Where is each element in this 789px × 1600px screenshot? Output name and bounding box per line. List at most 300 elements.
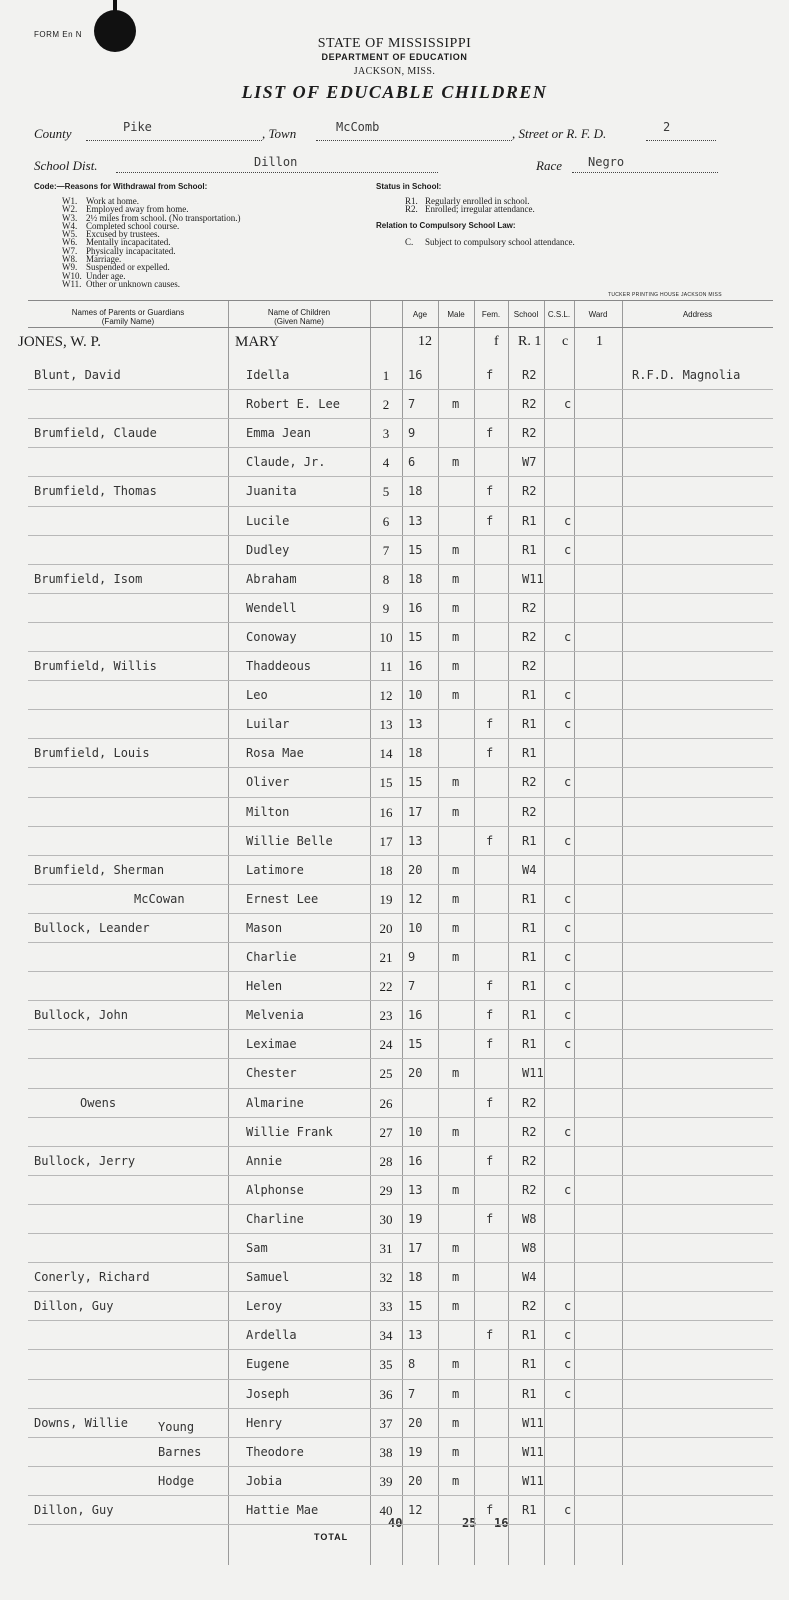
age-value: 17 [408, 1241, 423, 1255]
parent-name: Barnes [158, 1444, 202, 1459]
street-value: 2 [663, 120, 671, 134]
page-title: LIST OF EDUCABLE CHILDREN [241, 82, 548, 102]
parent-name: Brumfield, Claude [34, 426, 157, 441]
withdrawal-code-item [62, 280, 240, 288]
row-rule [28, 506, 773, 507]
parent-name: Owens [80, 1095, 117, 1110]
age-value: 9 [408, 950, 416, 964]
row-number: 4 [382, 455, 390, 471]
age-value: 16 [408, 659, 423, 673]
child-name: Annie [246, 1153, 283, 1168]
school-status: W11 [522, 571, 544, 586]
child-name: Charline [246, 1211, 304, 1226]
row-rule [28, 1204, 773, 1205]
column-rule [402, 300, 403, 1565]
school-status: R1 [522, 1386, 537, 1401]
male-mark: m [452, 397, 460, 412]
school-status: R1 [522, 979, 537, 994]
age-value: 12 [408, 891, 423, 906]
male-mark: m [452, 455, 460, 470]
csl-mark: c [564, 1386, 572, 1401]
withdrawal-code: W2. [62, 204, 78, 215]
row-rule [28, 1058, 773, 1059]
status-codes-list [405, 197, 535, 214]
age-value: 18 [408, 746, 423, 761]
age-value: 13 [408, 833, 423, 848]
child-name: Oliver [246, 775, 290, 790]
csl-mark: c [564, 717, 572, 732]
child-name: Claude, Jr. [246, 455, 326, 470]
age-value: 20 [408, 1415, 423, 1430]
child-name: Joseph [246, 1386, 290, 1401]
child-name: Willie Belle [246, 833, 333, 848]
row-rule [28, 1029, 773, 1030]
age-value: 13 [408, 1328, 423, 1343]
race-label: Race [536, 158, 562, 173]
fem-mark: f [486, 513, 494, 528]
age-value: 20 [408, 1473, 423, 1488]
parent-note-young: Young [158, 1420, 195, 1434]
withdrawal-text: Employed away from home. [86, 204, 189, 215]
withdrawal-text: 2½ miles from school. (No transportation.) [86, 212, 241, 223]
school-status: W4 [522, 862, 537, 877]
row-rule [28, 418, 773, 419]
age-value: 18 [408, 1270, 423, 1285]
row-rule [28, 1437, 773, 1438]
fem-mark: f [486, 746, 494, 761]
status-code: R2. [405, 204, 418, 215]
parent-name: Hodge [158, 1473, 195, 1488]
row-number: 11 [379, 659, 393, 674]
age-value: 10 [408, 920, 423, 935]
col-header-children-label: Name of Children [267, 308, 331, 317]
row-rule [28, 738, 773, 739]
school-status: R2 [522, 804, 537, 819]
school-status: W7 [522, 455, 537, 470]
male-mark: m [452, 1241, 460, 1255]
csl-mark: c [564, 979, 572, 994]
age-value: 17 [408, 804, 423, 819]
row-rule [28, 1408, 773, 1409]
row-number: 38 [379, 1444, 393, 1460]
row-number: 13 [379, 717, 393, 733]
col-header-children [228, 308, 370, 326]
withdrawal-text: Other or unknown causes. [86, 278, 180, 289]
age-value: 7 [408, 979, 416, 994]
county-value: Pike [123, 120, 152, 134]
child-name: Almarine [246, 1095, 304, 1110]
child-name: Ardella [246, 1328, 297, 1343]
row-number: 31 [379, 1241, 393, 1256]
row-rule [28, 797, 773, 798]
row-rule [28, 1495, 773, 1496]
withdrawal-codes-list [62, 197, 240, 288]
csl-mark: c [564, 629, 572, 644]
age-value: 15 [408, 542, 423, 557]
col-header-school: School [513, 310, 539, 319]
row-number: 37 [379, 1415, 393, 1431]
male-mark: m [452, 629, 460, 644]
child-name: Luilar [246, 717, 290, 732]
csl-mark: c [564, 1502, 572, 1517]
child-name: Theodore [246, 1444, 304, 1459]
parent-name: Bullock, Leander [34, 920, 150, 935]
school-status: R1 [522, 833, 537, 848]
row-rule [28, 767, 773, 768]
age-value: 15 [408, 1299, 423, 1314]
child-name: Wendell [246, 600, 297, 615]
row-number: 29 [379, 1182, 393, 1198]
example-parent: JONES, W. P. [18, 334, 101, 350]
age-value: 12 [408, 1502, 423, 1517]
row-number: 16 [379, 804, 393, 820]
row-number: 5 [382, 484, 390, 500]
row-number: 14 [379, 746, 393, 762]
col-header-fem: Fem. [481, 310, 501, 319]
school-status: R1 [522, 920, 537, 935]
school-dist-label: School Dist. [34, 158, 98, 173]
age-value: 15 [408, 775, 423, 790]
age-value: 7 [408, 397, 416, 412]
withdrawal-code: W4. [62, 220, 78, 231]
school-status: R2 [522, 1182, 537, 1197]
child-name: Ernest Lee [246, 891, 319, 906]
school-status: W11 [522, 1444, 544, 1459]
child-name: Leo [246, 688, 268, 703]
age-value: 16 [408, 1008, 423, 1023]
col-header-male: Male [447, 310, 465, 319]
age-value: 13 [408, 717, 423, 732]
age-value: 19 [408, 1211, 423, 1226]
row-rule [28, 389, 773, 390]
csl-mark: c [564, 920, 572, 935]
total-label: TOTAL [314, 1532, 349, 1542]
fem-mark: f [486, 1328, 494, 1343]
male-mark: m [452, 920, 460, 935]
school-status: W11 [522, 1473, 544, 1488]
age-value: 16 [408, 600, 423, 615]
male-mark: m [452, 1299, 460, 1314]
withdrawal-code: W5. [62, 229, 78, 240]
row-rule [28, 1524, 773, 1525]
child-name: Latimore [246, 862, 304, 877]
child-name: Chester [246, 1066, 297, 1081]
header-rule [28, 327, 773, 328]
fem-mark: f [486, 1008, 494, 1023]
fem-mark: f [486, 368, 494, 382]
school-status: R1 [522, 1328, 537, 1343]
school-status: R2 [522, 484, 537, 499]
status-code-item [405, 205, 535, 213]
header-rule [28, 300, 773, 301]
age-value: 6 [408, 455, 416, 470]
child-name: Juanita [246, 484, 297, 499]
row-rule [28, 942, 773, 943]
school-status: W8 [522, 1211, 537, 1226]
male-mark: m [452, 1357, 460, 1372]
child-name: Emma Jean [246, 426, 312, 441]
row-rule [28, 651, 773, 652]
withdrawal-text: Marriage. [86, 254, 122, 265]
printer-imprint: TUCKER PRINTING HOUSE JACKSON MISS [608, 292, 722, 298]
parent-name: Brumfield, Sherman [34, 862, 165, 877]
row-rule [28, 1146, 773, 1147]
parent-name: Bullock, John [34, 1008, 128, 1023]
fem-mark: f [486, 426, 494, 441]
row-rule [28, 855, 773, 856]
row-rule [28, 564, 773, 565]
row-number: 39 [379, 1473, 393, 1489]
school-status: R1 [522, 1008, 537, 1023]
fem-mark: f [486, 484, 494, 499]
parent-name: Brumfield, Louis [34, 746, 150, 761]
child-name: Jobia [246, 1473, 283, 1488]
status-text: Enrolled; irregular attendance. [425, 204, 535, 215]
row-rule [28, 535, 773, 536]
child-name: Sam [246, 1241, 268, 1255]
state-heading: STATE OF MISSISSIPPI [317, 36, 472, 51]
child-name: Helen [246, 979, 283, 994]
row-rule [28, 1379, 773, 1380]
row-number: 17 [379, 833, 393, 849]
age-value: 15 [408, 1037, 423, 1052]
form-number: FORM En N [34, 30, 83, 39]
example-csl: c [562, 334, 569, 349]
child-name: Abraham [246, 571, 297, 586]
county-line [86, 126, 262, 141]
row-number: 33 [379, 1299, 393, 1315]
parent-name: Conerly, Richard [34, 1270, 150, 1285]
child-name: Eugene [246, 1357, 290, 1372]
school-status: R2 [522, 1153, 537, 1168]
example-child: MARY [235, 334, 280, 350]
school-status: W11 [522, 1415, 544, 1430]
age-value: 16 [408, 1153, 423, 1168]
csl-mark: c [564, 891, 572, 906]
male-mark: m [452, 659, 460, 673]
school-status: R2 [522, 368, 537, 382]
col-header-parents [28, 308, 228, 326]
parent-name: Bullock, Jerry [34, 1153, 136, 1168]
school-status: R1 [522, 950, 537, 964]
school-status: R1 [522, 513, 537, 528]
row-number: 15 [379, 775, 393, 791]
law-text: Subject to compulsory school attendance. [425, 237, 575, 247]
csl-mark: c [564, 1182, 572, 1197]
row-number: 3 [382, 426, 390, 442]
school-status: R2 [522, 600, 537, 615]
row-number: 36 [379, 1386, 393, 1402]
example-ward: 1 [596, 334, 603, 349]
withdrawal-text: Work at home. [86, 196, 140, 206]
row-number: 24 [379, 1037, 393, 1053]
parent-name: Brumfield, Willis [34, 659, 157, 673]
male-mark: m [452, 775, 460, 790]
age-value: 18 [408, 571, 423, 586]
row-number: 25 [379, 1066, 393, 1082]
row-rule [28, 1320, 773, 1321]
child-name: Thaddeous [246, 659, 312, 673]
child-name: Henry [246, 1415, 283, 1430]
withdrawal-text: Suspended or expelled. [86, 262, 170, 273]
county-label: County [34, 126, 72, 141]
male-mark: m [452, 1473, 460, 1488]
male-mark: m [452, 1182, 460, 1197]
col-header-age: Age [412, 310, 428, 319]
withdrawal-code: W11. [62, 278, 82, 289]
fem-mark: f [486, 1211, 494, 1226]
status-text: Regularly enrolled in school. [425, 196, 530, 206]
school-status: R1 [522, 688, 537, 703]
col-header-address: Address [682, 310, 713, 319]
row-number: 9 [382, 600, 390, 616]
school-status: R1 [522, 1037, 537, 1052]
example-fem: f [494, 334, 499, 349]
row-number: 23 [379, 1008, 393, 1024]
age-value: 15 [408, 629, 423, 644]
fem-mark: f [486, 979, 494, 994]
child-name: Lucile [246, 513, 290, 528]
school-status: R1 [522, 891, 537, 906]
withdrawal-text: Under age. [86, 270, 126, 281]
school-status: R2 [522, 397, 537, 412]
fem-mark: f [486, 1502, 494, 1517]
male-mark: m [452, 688, 460, 703]
male-mark: m [452, 804, 460, 819]
column-rule [370, 300, 371, 1565]
child-name: Samuel [246, 1270, 290, 1285]
row-rule [28, 1466, 773, 1467]
csl-mark: c [564, 513, 572, 528]
row-rule [28, 1117, 773, 1118]
row-number: 26 [379, 1095, 393, 1111]
row-number: 10 [379, 629, 393, 645]
row-rule [28, 476, 773, 477]
fem-mark: f [486, 1037, 494, 1052]
child-name: Alphonse [246, 1182, 304, 1197]
col-header-ward: Ward [588, 310, 608, 319]
column-rule [438, 300, 439, 1565]
csl-mark: c [564, 397, 572, 412]
child-name: Dudley [246, 542, 290, 557]
fem-mark: f [486, 1095, 494, 1110]
row-rule [28, 1233, 773, 1234]
children-table [18, 300, 773, 1565]
csl-mark: c [564, 1037, 572, 1052]
parent-name: Downs, Willie [34, 1415, 128, 1430]
row-number: 35 [379, 1357, 393, 1373]
age-value: 20 [408, 1066, 423, 1081]
law-code: C. [405, 237, 414, 247]
department-heading: DEPARTMENT OF EDUCATION [321, 52, 468, 62]
male-mark: m [452, 571, 460, 586]
row-number: 32 [379, 1270, 393, 1286]
row-rule [28, 1088, 773, 1089]
csl-mark: c [564, 1124, 572, 1139]
male-mark: m [452, 542, 460, 557]
parent-name: Brumfield, Isom [34, 571, 143, 586]
withdrawal-codes-title: Code:—Reasons for Withdrawal from School: [34, 182, 208, 191]
male-mark: m [452, 1444, 460, 1459]
row-rule [28, 622, 773, 623]
row-number: 40 [379, 1502, 393, 1518]
child-name: Hattie Mae [246, 1502, 319, 1517]
fem-mark: f [486, 717, 494, 732]
row-rule [28, 447, 773, 448]
row-rule [28, 680, 773, 681]
row-rule [28, 913, 773, 914]
withdrawal-code: W3. [62, 212, 78, 223]
age-value: 10 [408, 688, 423, 703]
col-header-children-sub: (Given Name) [274, 317, 324, 326]
child-name: Leximae [246, 1037, 297, 1052]
male-mark: m [452, 1415, 460, 1430]
csl-mark: c [564, 542, 572, 557]
parent-name: McCowan [134, 891, 185, 906]
school-status: R2 [522, 426, 537, 441]
fem-mark: f [486, 1153, 494, 1168]
row-rule [28, 971, 773, 972]
withdrawal-code: W8. [62, 254, 78, 265]
town-label: , Town [262, 126, 297, 141]
school-status: R1 [522, 717, 537, 732]
col-header-parents-label: Names of Parents or Guardians [71, 308, 185, 317]
row-number: 8 [382, 571, 390, 587]
csl-mark: c [564, 1299, 572, 1314]
child-name: Conoway [246, 629, 297, 644]
age-value: 7 [408, 1386, 416, 1401]
row-number: 20 [379, 920, 393, 936]
parent-name: Blunt, David [34, 368, 121, 382]
child-name: Idella [246, 368, 290, 382]
male-mark: m [452, 862, 460, 877]
school-status: W4 [522, 1270, 537, 1285]
row-number: 2 [382, 397, 390, 413]
row-rule [28, 884, 773, 885]
csl-mark: c [564, 833, 572, 848]
withdrawal-text: Excused by trustees. [86, 229, 160, 240]
age-value: 19 [408, 1444, 423, 1459]
csl-mark: c [564, 1357, 572, 1372]
school-status: W8 [522, 1241, 537, 1255]
col-header-csl: C.S.L. [547, 310, 571, 319]
column-rule [622, 300, 623, 1565]
street-label: , Street or R. F. D. [512, 126, 607, 141]
row-number: 30 [379, 1211, 393, 1227]
parent-name: Dillon, Guy [34, 1299, 114, 1314]
fem-mark: f [486, 833, 494, 848]
age-value: 10 [408, 1124, 423, 1139]
age-value: 18 [408, 484, 423, 499]
school-status: R2 [522, 1095, 537, 1110]
age-value: 8 [408, 1357, 416, 1372]
male-mark: m [452, 600, 460, 615]
city-heading: JACKSON, MISS. [353, 66, 436, 77]
parent-name: Brumfield, Thomas [34, 484, 157, 499]
column-rule [474, 300, 475, 1565]
child-name: Leroy [246, 1299, 283, 1314]
withdrawal-text: Physically incapacitated. [86, 245, 176, 256]
csl-mark: c [564, 688, 572, 703]
child-name: Melvenia [246, 1008, 304, 1023]
school-status: R1 [522, 542, 537, 557]
child-name: Robert E. Lee [246, 397, 340, 412]
row-number: 7 [382, 542, 390, 558]
row-rule [28, 709, 773, 710]
school-status: R1 [522, 746, 537, 761]
male-mark: m [452, 950, 460, 964]
row-number: 34 [379, 1328, 393, 1344]
